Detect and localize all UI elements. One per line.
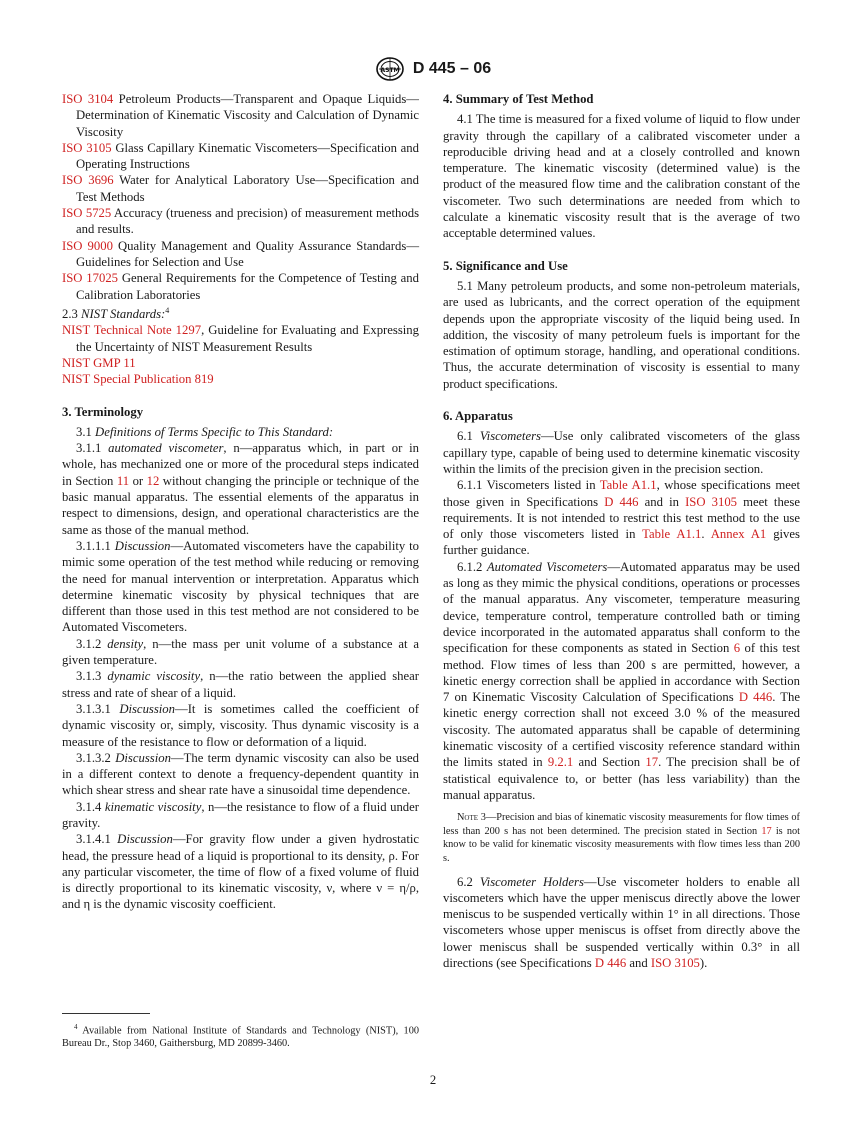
section-17-link[interactable]: 17	[645, 755, 659, 770]
nist-reference: NIST Technical Note 1297, Guideline for Evaluating and Expressing the Uncertainty of NIST Measurement Results	[62, 323, 419, 354]
iso-reference-link[interactable]: ISO 17025	[62, 271, 119, 286]
nist-tn-1297-link[interactable]: NIST Technical Note 1297	[62, 323, 202, 338]
paragraph-6-2: 6.2 Viscometer Holders—Use viscometer holders to enable all viscometers which have the upper meniscus directly above the lower meniscus to be suspended vertically within 1° in all directions. Those viscometers whose upper meniscus is offset from directly above the lower meniscus shall be suspended vertically within 0.3° in all directions (see Specifications D 446 and ISO 3105).	[443, 874, 801, 971]
document-number: D 445 – 06	[412, 60, 492, 77]
iso-reference-link[interactable]: ISO 5725	[62, 206, 112, 221]
paragraph-3-1-4: 3.1.4 kinematic viscosity, n—the resistance to flow of a fluid under gravity.	[62, 799, 420, 830]
footnote-divider	[62, 1013, 150, 1014]
paragraph-3-1-3-2: 3.1.3.2 Discussion—The term dynamic viscosity can also be used in a different context to denote a frequency-dependent quantity in which shear stress and shear rate have a sinusoidal time dependence.	[62, 750, 419, 798]
iso-reference: ISO 3105 Glass Capillary Kinematic Viscometers—Specification and Operating Instructions	[62, 140, 419, 172]
iso-reference: ISO 5725 Accuracy (trueness and precision) of measurement methods and results.	[62, 206, 420, 237]
iso-reference-list	[62, 91, 419, 303]
footnote: $^4$ Available from National Institute of Standards and Technology (NIST), 100 Bureau Dr., Stop 3460, Gaithersburg, MD 20899-3460.	[62, 1023, 419, 1050]
paragraph-5-1: 5.1 Many petroleum products, and some non-petroleum materials, are used as lubricants, and the correct operation of the equipment depends upon the appropriate viscosity of the liquid being used. In addition, the viscosity of many petroleum fuels is important for the estimation of optimum storage, handling, and operational conditions. Thus, the accurate determination of viscosity is essential to many product specifications.	[443, 278, 800, 391]
section-11-link[interactable]: 11	[116, 473, 130, 488]
d-446-link[interactable]: D 446	[594, 956, 627, 971]
paragraph-3-1: 3.1 Definitions of Terms Specific to This Standard:	[76, 424, 334, 439]
paragraph-6-1-2: 6.1.2 Automated Viscometers—Automated apparatus may be used as long as they mimic the physical conditions, operations or processes of the manual apparatus. Any viscometer, temperature measuring device, temperature control, temperature controlled bath or timing device incorporated in the automated apparatus shall conform to the specification for these components as stated in Section 6 of this test method. Flow times of less than 200 s are permitted, however, a kinetic energy correction shall be applied in accordance with Section 7 on Kinematic Viscosity Calculation of Specifications D 446. The kinetic energy correction shall not exceed 3.0 % of the measured viscosity. The automated apparatus shall be capable of determining kinematic viscosity of a certified viscosity reference standard within the limits stated in 9.2.1 and Section 17. The precision shall be of statistical equivalence to, or better (has less variability) than the manual apparatus.	[443, 559, 801, 802]
paragraph-6-1-1: 6.1.1 Viscometers listed in Table A1.1, whose specifications meet those given in Specifications D 446 and in ISO 3105 meet these requirements. It is not intended to restrict this test method to the use of only those viscometers listed in Table A1.1. Annex A1 gives further guidance.	[443, 478, 800, 558]
annex-a1-link[interactable]: Annex A1	[710, 527, 767, 542]
section-6-heading: 6. Apparatus	[443, 409, 513, 424]
left-column	[62, 91, 419, 913]
iso-reference-link[interactable]: ISO 3105	[62, 140, 112, 155]
paragraph-3-1-3-1: 3.1.3.1 Discussion—It is sometimes called the coefficient of dynamic viscosity or, simply, viscosity. Thus dynamic viscosity is a measure of the resistance to flow or deformation of a liquid.	[62, 701, 419, 749]
iso-reference: ISO 3696 Water for Analytical Laboratory Use—Specification and Test Methods	[62, 173, 419, 204]
note-3: Note 3—Precision and bias of kinematic viscosity measurements for flow times of less than 200 s has not been determined. The precision stated in Section 17 is not know to be valid for kinematic viscosity measurements with flow times less than 200 s.	[443, 812, 800, 864]
paragraph-3-1-4-1: 3.1.4.1 Discussion—For gravity flow under a given hydrostatic head, the pressure head of a liquid is proportional to its density, ρ. For any particular viscometer, the time of flow of a fixed volume of fluid is directly proportional to its kinematic viscosity, ν, where ν = η/ρ, and η is the dynamic viscosity coefficient.	[62, 832, 419, 912]
svg-text:ASTM: ASTM	[380, 67, 400, 74]
d-446-link[interactable]: D 446	[738, 690, 773, 705]
paragraph-3-1-3: 3.1.3 dynamic viscosity, n—the ratio between the applied shear stress and rate of shear of a liquid.	[62, 669, 419, 700]
paragraph-6-1: 6.1 Viscometers—Use only calibrated viscometers of the glass capillary type, capable of being used to determine kinematic viscosity within the limits of the precision given in the precision section.	[443, 429, 800, 476]
section-9-2-1-link[interactable]: 9.2.1	[547, 755, 574, 770]
iso-reference: ISO 3104 Petroleum Products—Transparent and Opaque Liquids—Determination of Kinematic Viscosity and Calculation of Dynamic Viscosity	[62, 92, 419, 139]
section-3-heading: 3. Terminology	[62, 404, 144, 419]
nist-reference	[62, 371, 419, 387]
nist-gmp-11-link[interactable]: NIST GMP 11	[62, 355, 136, 370]
iso-3105-link[interactable]: ISO 3105	[685, 494, 738, 509]
page-header	[0, 57, 866, 81]
paragraph-4-1: 4.1 The time is measured for a fixed volume of liquid to flow under gravity through the capillary of a calibrated viscometer under a reproducible driving head and at a closely controlled and known temperature. The kinematic viscosity (determined value) is the product of the measured flow time and the calibration constant of the viscometer. Two such determinations are needed from which to calculate a kinematic viscosity result that is the average of two acceptable determined values.	[443, 112, 800, 241]
right-column	[443, 91, 800, 971]
iso-reference-link[interactable]: ISO 3104	[62, 92, 114, 106]
astm-logo-icon	[375, 57, 405, 81]
page-number: 2	[429, 1073, 437, 1087]
d-446-link[interactable]: D 446	[604, 494, 639, 509]
iso-reference: ISO 9000 Quality Management and Quality Assurance Standards—Guidelines for Selection and Use	[62, 238, 420, 269]
section-5-heading: 5. Significance and Use	[443, 258, 568, 273]
paragraph-3-1-2: 3.1.2 density, n—the mass per unit volume of a substance at a given temperature.	[62, 636, 419, 668]
iso-reference-link[interactable]: ISO 9000	[62, 238, 113, 253]
section-6-link[interactable]: 6	[733, 641, 741, 656]
paragraph-3-1-1: 3.1.1 automated viscometer, n—apparatus which, in part or in whole, has mechanized one or more of the procedural steps indicated in Section 11 or 12 without changing the principle or technique of the basic manual apparatus. The essential elements of the apparatus in respect to dimensions, design, and operational characteristics are the same as those of the manual method.	[62, 441, 419, 537]
section-12-link[interactable]: 12	[146, 473, 160, 488]
paragraph-3-1-1-1: 3.1.1.1 Discussion—Automated viscometers have the capability to mimic some operation of the test method while reducing or removing the need for manual intervention or interpretation. Apparatus which determine kinematic viscosity by physical techniques that are different than those used in this test method are not considered to be Automated Viscometers.	[62, 538, 419, 635]
iso-reference-link[interactable]: ISO 3696	[62, 173, 114, 188]
table-a1-1-link[interactable]: Table A1.1	[642, 527, 702, 542]
nist-standards-heading: 2.3 NIST Standards:$^4$	[62, 305, 170, 322]
iso-3105-link[interactable]: ISO 3105	[650, 956, 700, 971]
section-4-heading: 4. Summary of Test Method	[443, 92, 594, 106]
iso-reference: ISO 17025 General Requirements for the Competence of Testing and Calibration Laboratories	[62, 271, 419, 302]
table-a1-1-link[interactable]: Table A1.1	[599, 478, 657, 493]
nist-sp-819-link[interactable]: NIST Special Publication 819	[62, 372, 214, 387]
nist-reference	[62, 355, 419, 371]
section-17-link[interactable]: 17	[761, 825, 772, 837]
